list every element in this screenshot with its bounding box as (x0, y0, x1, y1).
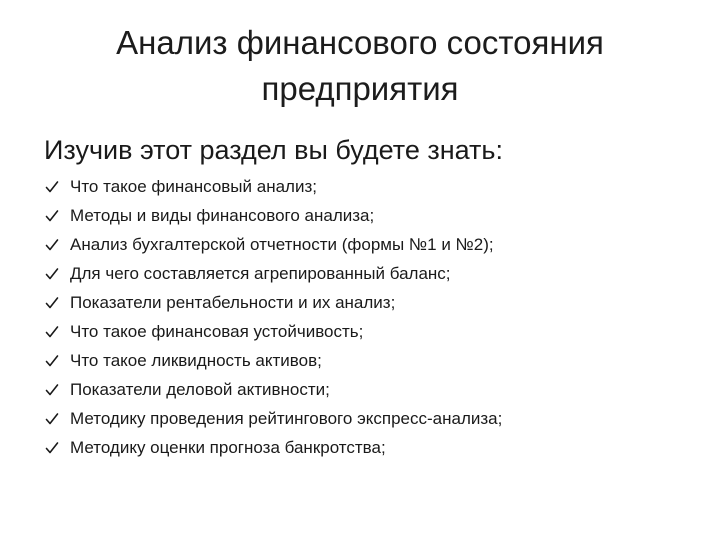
topic-list (44, 172, 502, 462)
list-item (44, 172, 502, 201)
list-item-label: Методы и виды финансового анализа; (70, 205, 375, 225)
list-item-label: Для чего составляется агрепированный баланс; (70, 263, 451, 283)
list-item (44, 375, 502, 404)
slide-title-line-2: предприятия (261, 70, 459, 107)
list-item (44, 404, 502, 433)
checkmark-icon (44, 208, 60, 224)
checkmark-icon (44, 324, 60, 340)
list-item-label: Методику проведения рейтингового экспресс-анализа; (70, 408, 503, 428)
checkmark-icon (44, 295, 60, 311)
list-item-label: Что такое финансовая устойчивость; (70, 321, 364, 341)
checkmark-icon (44, 411, 60, 427)
checkmark-icon (44, 440, 60, 456)
checkmark-icon (44, 179, 60, 195)
list-item (44, 317, 502, 346)
list-item (44, 259, 502, 288)
slide-title-line-1: Анализ финансового состояния (116, 24, 604, 61)
list-item (44, 288, 502, 317)
list-item-label: Анализ бухгалтерской отчетности (формы №1 и №2); (70, 234, 494, 254)
checkmark-icon (44, 353, 60, 369)
list-item-label: Методику оценки прогноза банкротства; (70, 437, 386, 457)
list-item-label: Что такое ликвидность активов; (70, 350, 322, 370)
list-item (44, 201, 502, 230)
list-item (44, 346, 502, 375)
list-item-label: Показатели рентабельности и их анализ; (70, 292, 396, 312)
list-item (44, 230, 502, 259)
list-item-label: Что такое финансовый анализ; (70, 176, 317, 196)
list-item-label: Показатели деловой активности; (70, 379, 330, 399)
checkmark-icon (44, 237, 60, 253)
list-item (44, 433, 502, 462)
checkmark-icon (44, 266, 60, 282)
slide-title (60, 20, 660, 112)
checkmark-icon (44, 382, 60, 398)
slide-subtitle: Изучив этот раздел вы будете знать: (44, 135, 503, 165)
